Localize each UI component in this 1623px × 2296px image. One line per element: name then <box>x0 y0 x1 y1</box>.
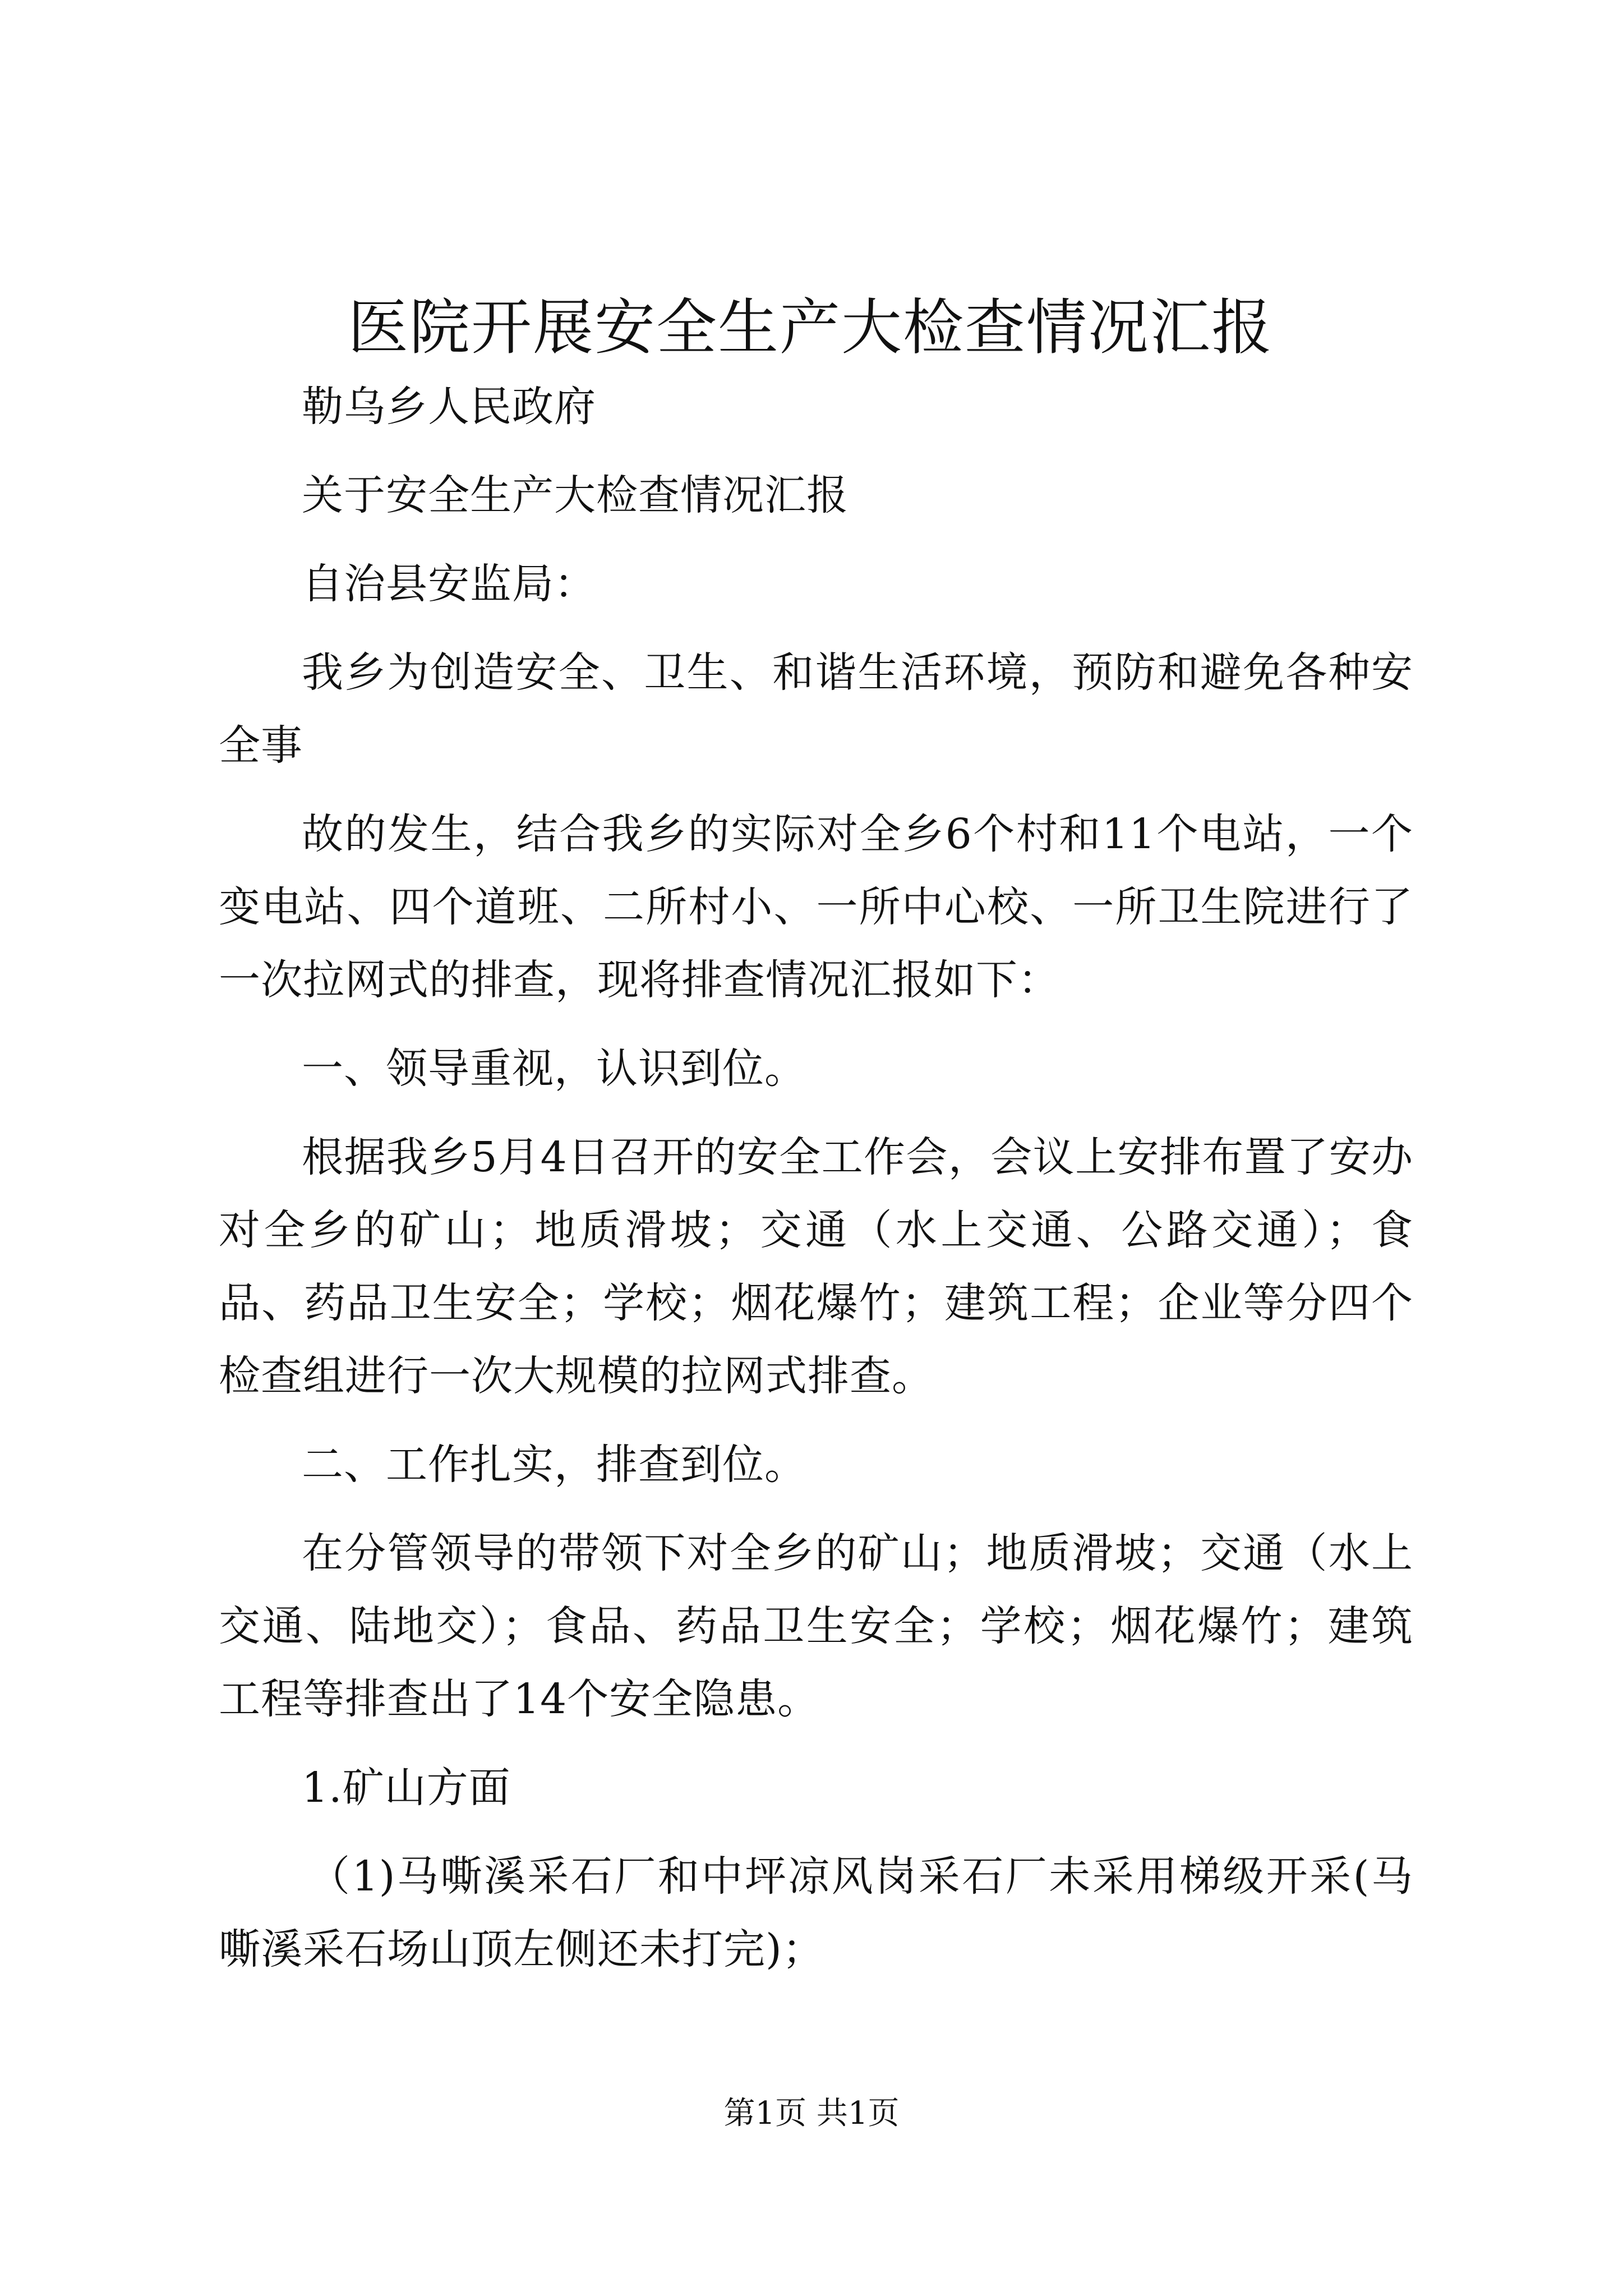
page-footer: 第1页 共1页 <box>723 2095 900 2132</box>
heading-section-1: 一、领导重视，认识到位。 <box>302 1045 806 1093</box>
document-body <box>219 370 1413 2001</box>
paragraph-section-1: 根据我乡5月4日召开的安全工作会，会议上安排布置了安办对全乡的矿山；地质滑坡；交通（水上交通、公路交通）；食品、药品卫生安全；学校；烟花爆竹；建筑工程；企业等分四个检查组进行一次大规模的拉网式排查。 <box>219 1133 1413 1400</box>
paragraph-recipient: 自治县安监局： <box>302 560 596 608</box>
heading-section-2: 二、工作扎实，排查到位。 <box>302 1441 806 1489</box>
paragraph-mining-item-1: （1)马嘶溪采石厂和中坪凉风岗采石厂未采用梯级开采(马嘶溪采石场山顶左侧还未打完)； <box>219 1852 1413 1973</box>
paragraph-intro-1: 我乡为创造安全、卫生、和谐生活环境，预防和避免各种安全事 <box>219 648 1413 770</box>
paragraph-intro-2: 故的发生，结合我乡的实际对全乡6个村和11个电站，一个变电站、四个道班、二所村小、一所中心校、一所卫生院进行了一次拉网式的排查，现将排查情况汇报如下： <box>219 810 1413 1004</box>
paragraph-section-2: 在分管领导的带领下对全乡的矿山；地质滑坡；交通（水上交通、陆地交）；食品、药品卫生安全；学校；烟花爆竹；建筑工程等排查出了14个安全隐患。 <box>219 1529 1413 1723</box>
document-title: 医院开展安全生产大检查情况汇报 <box>347 293 1273 363</box>
paragraph-sender: 勒乌乡人民政府 <box>302 383 596 431</box>
heading-mining: 1.矿山方面 <box>302 1764 511 1812</box>
paragraph-subject: 关于安全生产大检查情况汇报 <box>302 471 849 519</box>
